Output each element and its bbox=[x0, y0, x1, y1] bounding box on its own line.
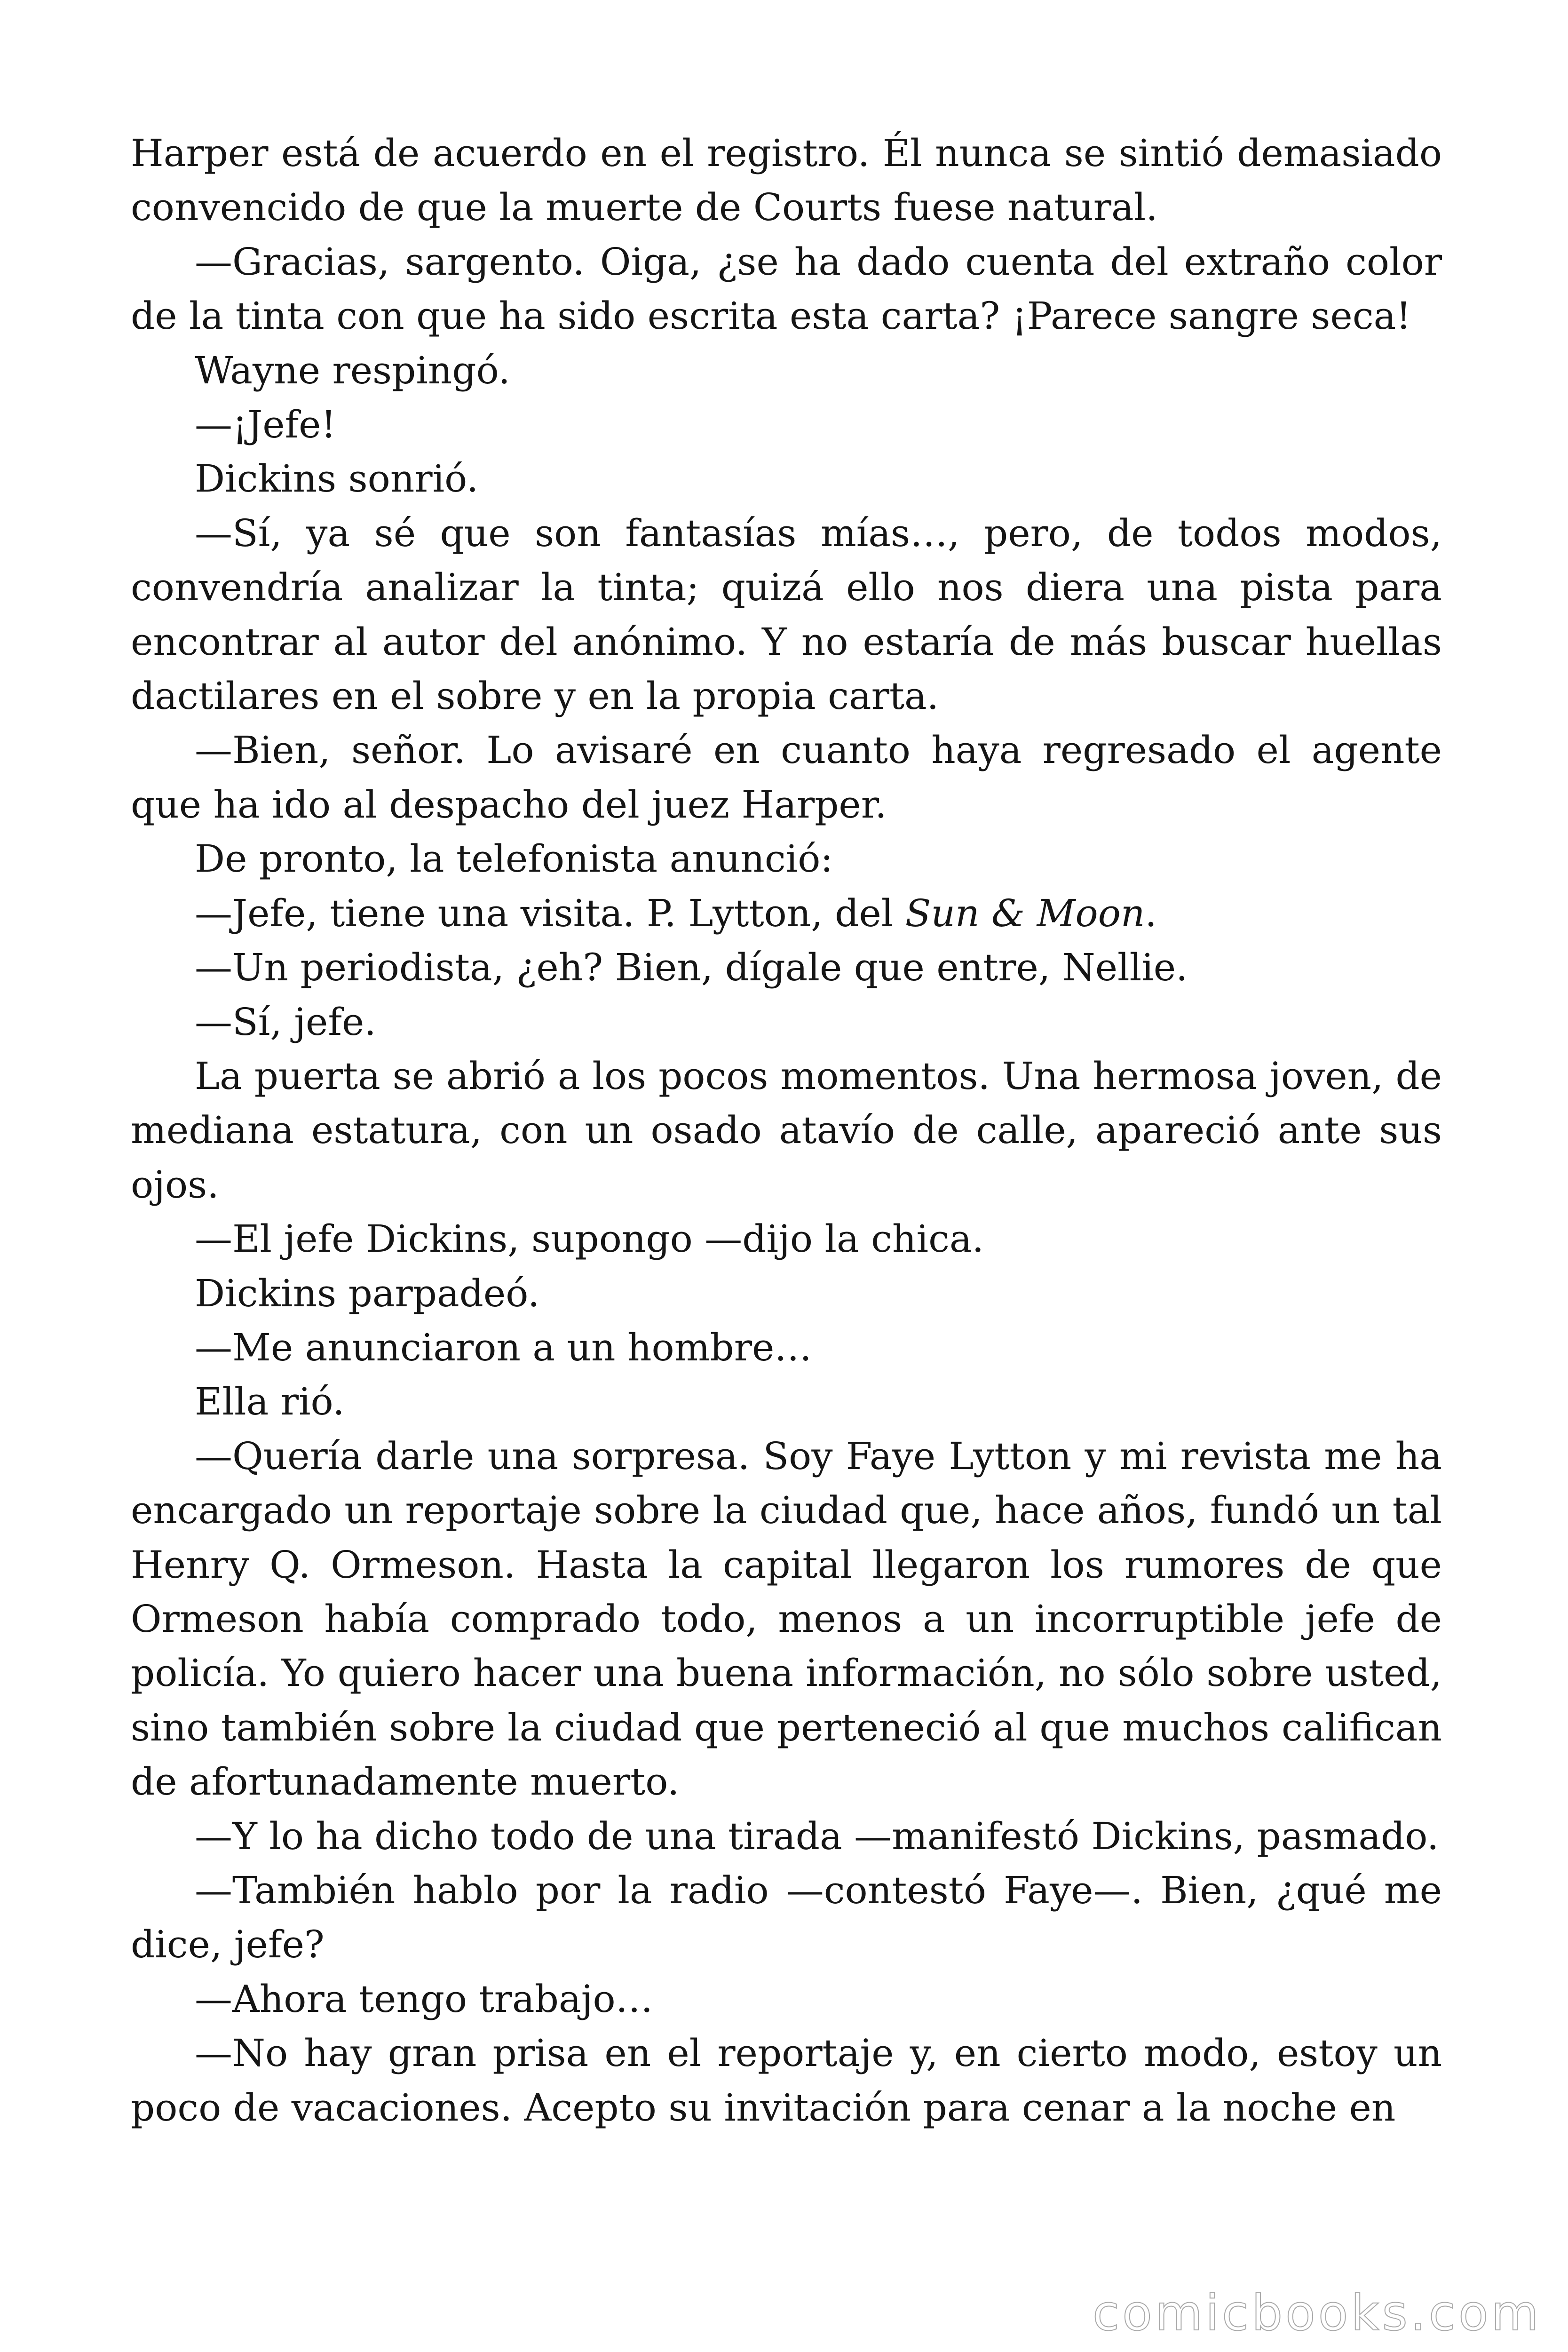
watermark: comicbooks.com bbox=[1092, 2284, 1542, 2342]
paragraph-text: —Y lo ha dicho todo de una tirada —manifestó Dickins, pasmado. bbox=[195, 1814, 1439, 1858]
paragraph-text: Dickins parpadeó. bbox=[195, 1271, 540, 1315]
paragraph-text: —Quería darle una sorpresa. Soy Faye Lytton y mi revista me ha encargado un reportaje sobre la ciudad que, hace años, fundó un tal Henry Q. Ormeson. Hasta la capital llegaron los rumores de que Ormeson había comprado todo, menos a un incorruptible jefe de policía. Yo quiero hacer una buena información, no sólo sobre usted, sino también sobre la ciudad que perteneció al que muchos califican de afortunadamente muerto. bbox=[131, 1434, 1442, 1804]
paragraph bbox=[131, 723, 1442, 832]
paragraph-text: —Jefe, tiene una visita. P. Lytton, del bbox=[195, 891, 905, 935]
paragraph bbox=[131, 1049, 1442, 1212]
paragraph bbox=[131, 832, 1442, 886]
paragraph-text: De pronto, la telefonista anunció: bbox=[195, 837, 833, 881]
paragraph-text: —Sí, jefe. bbox=[195, 1000, 376, 1044]
paragraph bbox=[131, 452, 1442, 506]
paragraph-text: —El jefe Dickins, supongo —dijo la chica. bbox=[195, 1217, 984, 1261]
paragraph-text: —No hay gran prisa en el reportaje y, en cierto modo, estoy un poco de vacaciones. Acepto su invitación para cenar a la noche en bbox=[131, 2031, 1442, 2130]
paragraph-text: —También hablo por la radio —contestó Faye—. Bien, ¿qué me dice, jefe? bbox=[131, 1868, 1442, 1967]
paragraph bbox=[131, 1375, 1442, 1429]
paragraph bbox=[131, 995, 1442, 1049]
body-text bbox=[131, 126, 1442, 2135]
paragraph bbox=[131, 1863, 1442, 1972]
paragraph bbox=[131, 1809, 1442, 1863]
paragraph-text: —Gracias, sargento. Oiga, ¿se ha dado cuenta del extraño color de la tinta con que ha sido escrita esta carta? ¡Parece sangre seca! bbox=[131, 239, 1442, 338]
paragraph-text: —Me anunciaron a un hombre… bbox=[195, 1325, 812, 1369]
paragraph bbox=[131, 506, 1442, 723]
paragraph bbox=[131, 235, 1442, 343]
paragraph-text: —¡Jefe! bbox=[195, 403, 336, 447]
paragraph bbox=[131, 1972, 1442, 2026]
paragraph bbox=[131, 397, 1442, 452]
paragraph bbox=[131, 1266, 1442, 1320]
paragraph-text: Dickins sonrió. bbox=[195, 457, 479, 501]
paragraph-text: La puerta se abrió a los pocos momentos. Una hermosa joven, de mediana estatura, con un osado atavío de calle, apareció ante sus ojos. bbox=[131, 1054, 1442, 1207]
paragraph-text-tail: . bbox=[1145, 891, 1157, 935]
paragraph-text: —Ahora tengo trabajo… bbox=[195, 1977, 653, 2021]
paragraph bbox=[131, 1429, 1442, 1809]
paragraph bbox=[131, 940, 1442, 994]
paragraph-text: —Bien, señor. Lo avisaré en cuanto haya regresado el agente que ha ido al despacho del juez Harper. bbox=[131, 728, 1442, 826]
italic-title: Sun & Moon bbox=[905, 891, 1145, 935]
paragraph-text: —Un periodista, ¿eh? Bien, dígale que entre, Nellie. bbox=[195, 946, 1188, 990]
paragraph bbox=[131, 886, 1442, 940]
paragraph bbox=[131, 343, 1442, 397]
paragraph bbox=[131, 1320, 1442, 1375]
paragraph-text: Harper está de acuerdo en el registro. Él nunca se sintió demasiado convencido de que la muerte de Courts fuese natural. bbox=[131, 131, 1442, 230]
paragraph-text: —Sí, ya sé que son fantasías mías…, pero, de todos modos, convendría analizar la tinta; quizá ello nos diera una pista para encontrar al autor del anónimo. Y no estaría de más buscar huellas dactilares en el sobre y en la propia carta. bbox=[131, 511, 1442, 718]
paragraph bbox=[131, 126, 1442, 235]
paragraph bbox=[131, 1212, 1442, 1266]
paragraph bbox=[131, 2026, 1442, 2135]
paragraph-text: Wayne respingó. bbox=[195, 348, 510, 392]
paragraph-text: Ella rió. bbox=[195, 1380, 345, 1424]
